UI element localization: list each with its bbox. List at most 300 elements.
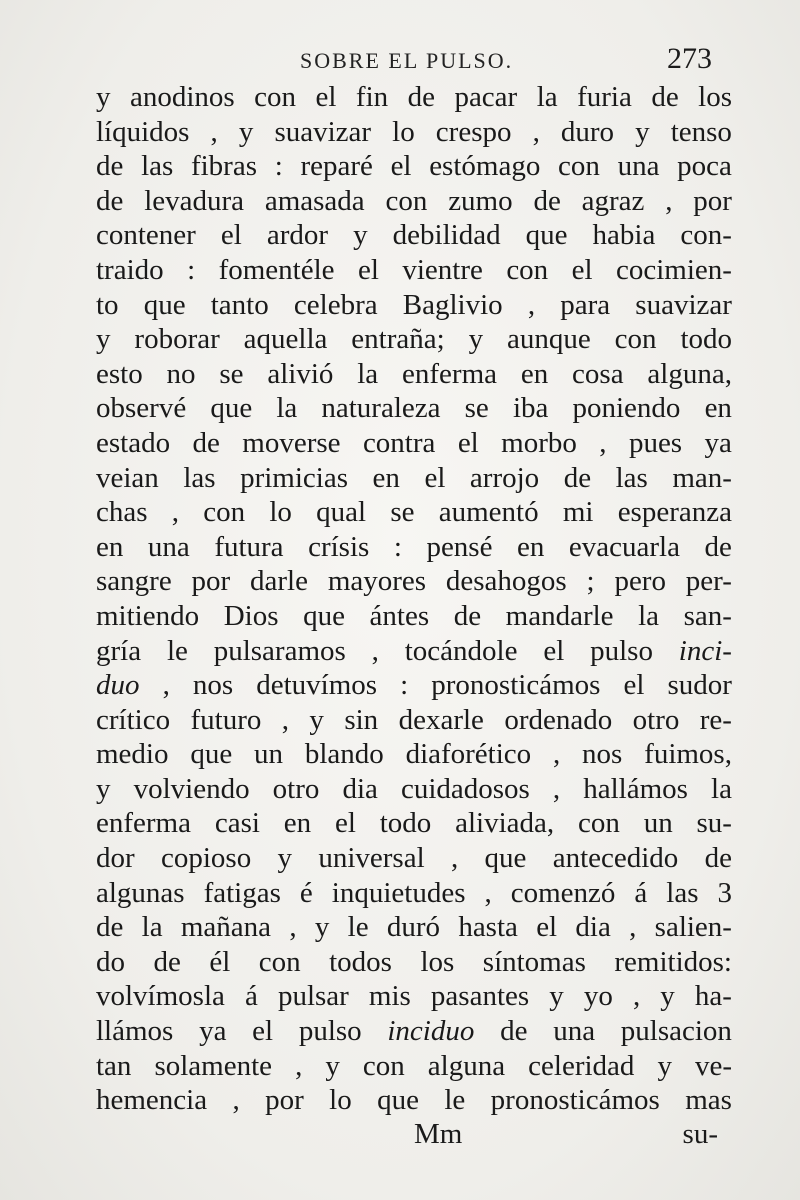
catchword: su-: [682, 1118, 718, 1150]
word: hallámos: [583, 772, 688, 805]
word: y: [96, 323, 111, 356]
word: el: [424, 461, 446, 494]
word: que: [143, 288, 186, 321]
text-line: [96, 737, 732, 772]
text-line: [96, 530, 732, 565]
word: casi: [214, 807, 260, 840]
word: la: [711, 772, 732, 805]
word: de: [453, 599, 482, 632]
word: arrojo: [469, 461, 540, 494]
word: mis: [368, 980, 411, 1013]
word: nos: [192, 669, 234, 702]
page-footer: [96, 1118, 732, 1158]
word: las: [141, 150, 174, 183]
word: volvímosla: [96, 980, 225, 1013]
word: que: [377, 1084, 419, 1117]
word: el: [457, 426, 479, 459]
word: cocimien-: [616, 253, 732, 286]
word: poca: [677, 150, 732, 183]
word: debilidad: [392, 219, 501, 252]
word: ,: [289, 911, 297, 944]
word: to: [96, 288, 119, 321]
word: aunque: [507, 323, 591, 356]
word: él: [209, 945, 231, 978]
word: una: [617, 150, 660, 183]
word: en: [704, 392, 732, 425]
word: fomentéle: [218, 253, 335, 286]
word: todo: [680, 323, 732, 356]
word: que: [484, 842, 527, 875]
word: alguna: [427, 1049, 506, 1082]
word: yo: [583, 980, 613, 1013]
word: man-: [672, 461, 732, 494]
word: mañana: [180, 911, 272, 944]
word: pero: [614, 565, 666, 598]
word: copioso: [160, 842, 252, 875]
text-line: [96, 149, 732, 184]
text-line: [96, 1083, 732, 1118]
word: ,: [532, 115, 540, 148]
word: de: [153, 945, 181, 978]
word: pensé: [426, 530, 493, 563]
word: ,: [162, 669, 170, 702]
word: ,: [295, 1049, 303, 1082]
word: en: [520, 357, 549, 390]
text-line: [96, 322, 732, 357]
word: el: [623, 669, 645, 702]
signature-mark: Mm: [414, 1118, 463, 1150]
word: duró: [386, 911, 441, 944]
word: con: [385, 184, 428, 217]
word: que: [525, 219, 568, 252]
word: do: [96, 945, 125, 978]
word: la: [276, 392, 298, 425]
word: un: [643, 807, 673, 840]
italic-word: inciduo: [387, 1015, 475, 1048]
word: lo: [269, 496, 292, 529]
word: pulsar: [277, 980, 349, 1013]
word: cosa: [572, 357, 624, 390]
word: hemencia: [96, 1084, 208, 1117]
word: el: [571, 253, 593, 286]
word: por: [265, 1084, 304, 1117]
word: la: [536, 81, 558, 113]
word: y: [96, 81, 111, 113]
word: esperanza: [617, 496, 732, 529]
word: san-: [683, 599, 732, 632]
text-line: [96, 634, 732, 669]
word: tenso: [670, 115, 732, 148]
word: reparé: [300, 150, 373, 183]
word: volviendo: [133, 772, 250, 805]
text-line: [96, 841, 732, 876]
word: ,: [210, 115, 218, 148]
word: traido: [96, 253, 164, 286]
running-title: SOBRE EL PULSO.: [300, 48, 514, 73]
word: ardor: [266, 219, 329, 252]
word: pasantes: [430, 980, 530, 1013]
word: poniendo: [572, 392, 681, 425]
word: se: [464, 392, 489, 425]
word: que: [303, 599, 345, 632]
word: la: [638, 599, 660, 632]
word: la: [357, 357, 379, 390]
word: ,: [450, 842, 459, 875]
text-line: [96, 357, 732, 392]
word: agraz: [581, 184, 645, 217]
word: y: [549, 980, 564, 1013]
word: con: [254, 81, 297, 113]
text-line: [96, 668, 732, 703]
word: entraña;: [351, 323, 445, 356]
text-line: [96, 461, 732, 496]
word: los: [698, 81, 732, 113]
word: algunas: [96, 876, 185, 909]
word: naturaleza: [321, 392, 441, 425]
word: alguna,: [647, 357, 732, 390]
word: sin: [344, 703, 379, 736]
word: en: [96, 530, 124, 563]
text-line: [96, 184, 732, 219]
word: darle: [250, 565, 308, 598]
text-line: [96, 772, 732, 807]
word: ,: [371, 634, 379, 667]
word: fatigas: [203, 876, 281, 909]
word: evacuarla: [568, 530, 680, 563]
word: dexarle: [398, 703, 484, 736]
word: le: [347, 911, 369, 944]
word: ,: [552, 738, 561, 771]
word: las: [183, 461, 216, 494]
word: aumentó: [438, 496, 539, 529]
word: detuvímos: [256, 669, 378, 702]
page-header: [100, 42, 720, 80]
word: dia: [575, 911, 611, 944]
word: futura: [214, 530, 284, 563]
word: una: [553, 1015, 596, 1048]
word: Baglivio: [402, 288, 503, 321]
word: con: [203, 496, 246, 529]
word: furia: [577, 81, 632, 113]
word: otro: [272, 772, 320, 805]
word: los: [420, 945, 455, 978]
word: con: [506, 253, 549, 286]
word: en: [283, 807, 312, 840]
word: que: [190, 738, 233, 771]
word: 3: [717, 876, 732, 909]
word: :: [187, 253, 196, 286]
text-line: [96, 876, 732, 911]
word: las: [666, 876, 699, 909]
word: ,: [552, 772, 561, 805]
word: mayores: [327, 565, 427, 598]
word: pulso: [590, 634, 653, 667]
word: ,: [665, 184, 673, 217]
word: por: [693, 184, 732, 217]
word: comenzó: [510, 876, 616, 909]
word: el: [252, 1015, 274, 1048]
page-number: 273: [667, 42, 712, 75]
word: de: [651, 81, 679, 113]
word: por: [191, 565, 231, 598]
word: de: [96, 911, 124, 944]
word: y: [96, 772, 111, 805]
word: que: [210, 392, 253, 425]
word: fin: [355, 81, 389, 113]
word: pacar: [454, 81, 518, 113]
word: estómago: [429, 150, 541, 183]
italic-word: inci-: [678, 634, 732, 667]
word: sudor: [667, 669, 732, 702]
word: :: [274, 150, 283, 183]
word: ,: [632, 980, 641, 1013]
word: el: [536, 911, 558, 944]
word: ,: [171, 496, 180, 529]
word: ha-: [694, 980, 732, 1013]
word: suavizar: [274, 115, 372, 148]
word: mitiendo: [96, 599, 200, 632]
word: cuidadosos: [400, 772, 530, 805]
word: morbo: [501, 426, 577, 459]
word: pues: [628, 426, 683, 459]
word: con-: [680, 219, 732, 252]
word: con: [362, 1049, 405, 1082]
word: aquella: [243, 323, 328, 356]
word: de: [192, 426, 220, 459]
word: iba: [512, 392, 549, 425]
text-line: [96, 80, 732, 115]
text-line: [96, 1014, 732, 1049]
word: y: [353, 219, 368, 252]
word: mandarle: [505, 599, 614, 632]
word: pronosticámos: [490, 1084, 660, 1117]
word: con: [614, 323, 657, 356]
body-text: [96, 80, 732, 1118]
text-line: [96, 703, 732, 738]
text-line: [96, 1049, 732, 1084]
word: las: [615, 461, 648, 494]
word: tan: [96, 1049, 132, 1082]
word: aliviada,: [455, 807, 555, 840]
word: se: [219, 357, 244, 390]
word: líquidos: [96, 115, 190, 148]
word: estado: [96, 426, 171, 459]
word: diaforético: [405, 738, 532, 771]
word: le: [444, 1084, 466, 1117]
word: lo: [392, 115, 415, 148]
word: todos: [329, 945, 392, 978]
word: nos: [582, 738, 623, 771]
word: universal: [318, 842, 425, 875]
text-line: [96, 288, 732, 323]
word: celebra: [293, 288, 378, 321]
word: pronosticámos: [431, 669, 601, 702]
word: se: [390, 496, 415, 529]
text-line: [96, 253, 732, 288]
word: y: [309, 703, 324, 736]
word: remitidos:: [614, 945, 732, 978]
word: el: [357, 253, 379, 286]
word: á: [244, 980, 258, 1013]
word: con: [577, 807, 620, 840]
word: el: [334, 807, 356, 840]
word: de: [96, 150, 124, 183]
word: y: [238, 115, 254, 148]
word: y: [635, 115, 650, 148]
word: zumo: [448, 184, 513, 217]
text-line: [96, 564, 732, 599]
word: un: [254, 738, 283, 771]
word: anodinos: [129, 81, 235, 113]
word: para: [560, 288, 611, 321]
word: y: [657, 1049, 672, 1082]
word: á: [634, 876, 648, 909]
word: mi: [562, 496, 594, 529]
text-line: [96, 218, 732, 253]
word: síntomas: [482, 945, 586, 978]
word: futuro: [190, 703, 262, 736]
word: y: [314, 911, 330, 944]
word: crítico: [96, 703, 171, 736]
word: dor: [96, 842, 135, 875]
word: solamente: [154, 1049, 273, 1082]
word: dia: [342, 772, 378, 805]
word: ,: [527, 288, 536, 321]
word: mas: [685, 1084, 732, 1117]
word: con: [258, 945, 301, 978]
word: y: [468, 323, 484, 356]
word: levadura: [144, 184, 245, 217]
word: ,: [484, 876, 492, 909]
word: re-: [699, 703, 732, 736]
word: el: [543, 634, 565, 667]
word: ordenado: [504, 703, 613, 736]
word: y: [277, 842, 293, 875]
word: de: [96, 184, 124, 217]
word: crespo: [435, 115, 512, 148]
word: y: [660, 980, 675, 1013]
word: blando: [304, 738, 384, 771]
word: observé: [96, 392, 187, 425]
word: roborar: [134, 323, 220, 356]
word: é: [299, 876, 313, 909]
word: otro: [632, 703, 680, 736]
word: una: [147, 530, 190, 563]
word: de: [704, 530, 732, 563]
word: crísis: [308, 530, 370, 563]
word: alivió: [267, 357, 334, 390]
text-line: [96, 945, 732, 980]
word: ve-: [694, 1049, 732, 1082]
word: inquietudes: [331, 876, 466, 909]
word: desahogos: [445, 565, 567, 598]
word: pulsacion: [620, 1015, 732, 1048]
word: ,: [629, 911, 637, 944]
word: tanto: [210, 288, 269, 321]
word: :: [393, 530, 402, 563]
word: llámos: [96, 1015, 174, 1048]
word: ya: [199, 1015, 227, 1048]
word: el: [390, 150, 412, 183]
word: :: [400, 669, 409, 702]
text-line: [96, 806, 732, 841]
text-line: [96, 979, 732, 1014]
text-line: [96, 495, 732, 530]
word: ,: [281, 703, 290, 736]
word: ántes: [369, 599, 430, 632]
word: pulso: [298, 1015, 362, 1048]
word: tocándole: [404, 634, 518, 667]
word: de: [407, 81, 435, 113]
word: suavizar: [635, 288, 732, 321]
word: celeridad: [528, 1049, 635, 1082]
word: amasada: [264, 184, 365, 217]
word: su-: [696, 807, 732, 840]
word: gría: [96, 634, 142, 667]
word: en: [517, 530, 545, 563]
word: salien-: [654, 911, 732, 944]
word: hasta: [458, 911, 518, 944]
word: chas: [96, 496, 148, 529]
word: no: [166, 357, 196, 390]
word: esto: [96, 357, 143, 390]
word: fuimos,: [644, 738, 732, 771]
word: enferma: [402, 357, 498, 390]
word: pulsaramos: [213, 634, 346, 667]
text-line: [96, 115, 732, 150]
text-line: [96, 599, 732, 634]
word: con: [558, 150, 600, 183]
word: todo: [379, 807, 432, 840]
word: en: [372, 461, 400, 494]
word: ;: [586, 565, 595, 598]
word: ,: [232, 1084, 240, 1117]
word: per-: [685, 565, 732, 598]
word: de: [563, 461, 592, 494]
word: la: [141, 911, 163, 944]
text-line: [96, 426, 732, 461]
word: duro: [560, 115, 615, 148]
word: qual: [316, 496, 367, 529]
word: enferma: [96, 807, 191, 840]
word: de: [500, 1015, 528, 1048]
word: ya: [704, 426, 732, 459]
italic-word: duo: [96, 669, 140, 702]
word: contener: [96, 219, 196, 252]
word: moverse: [242, 426, 341, 459]
word: ,: [599, 426, 607, 459]
word: y: [325, 1049, 340, 1082]
text-line: [96, 391, 732, 426]
word: primicias: [240, 461, 349, 494]
word: habia: [592, 219, 656, 252]
word: le: [166, 634, 188, 667]
word: fibras: [190, 150, 257, 183]
word: Dios: [223, 599, 279, 632]
word: veian: [96, 461, 159, 494]
word: contra: [362, 426, 436, 459]
word: el: [220, 219, 242, 252]
word: de: [533, 184, 561, 217]
word: antecedido: [552, 842, 679, 875]
word: el: [315, 81, 337, 113]
word: lo: [329, 1084, 352, 1117]
text-line: [96, 910, 732, 945]
word: de: [704, 842, 732, 875]
word: medio: [96, 738, 169, 771]
word: sangre: [96, 565, 172, 598]
word: vientre: [402, 253, 483, 286]
